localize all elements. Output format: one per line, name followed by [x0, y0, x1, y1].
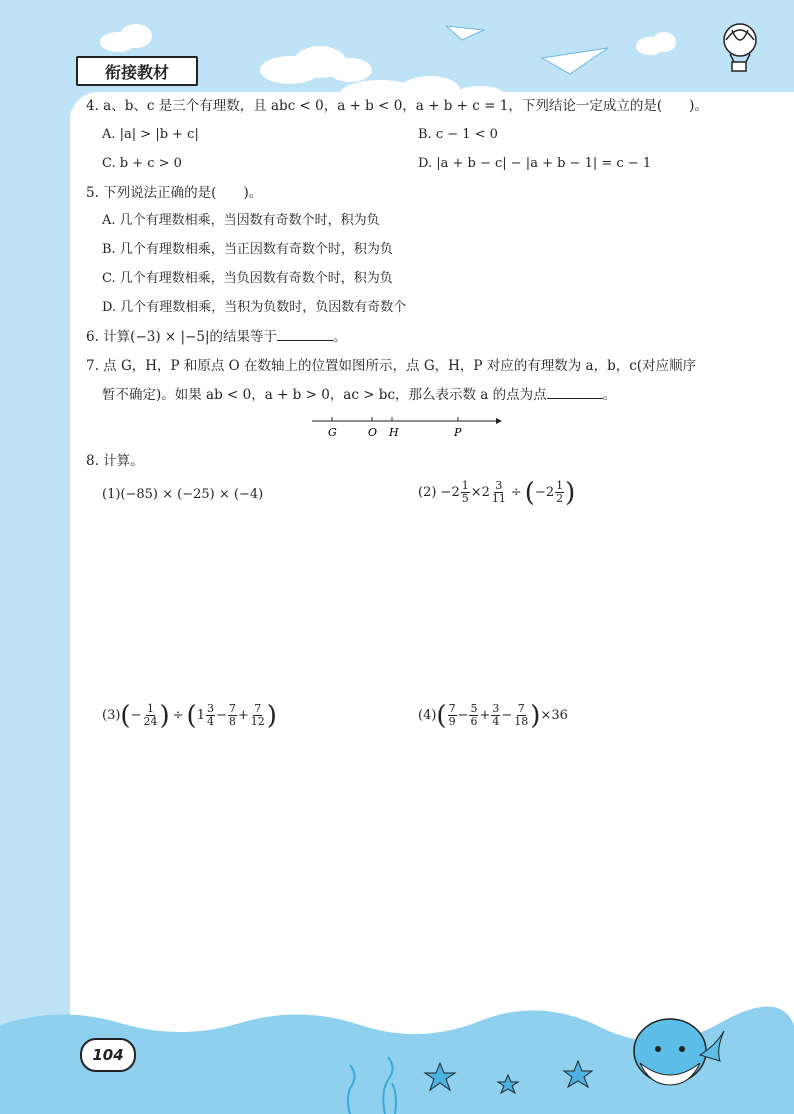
- axis-label-o: O: [368, 426, 378, 439]
- operator: +: [479, 708, 491, 723]
- question-7-end: 。: [602, 387, 617, 403]
- question-4-option-a: A. |a| > |b + c|: [102, 127, 199, 142]
- numerator: 3: [492, 702, 500, 715]
- question-7-line-2: [102, 386, 616, 404]
- denominator: 6: [470, 715, 478, 728]
- question-4-option-c: C. b + c > 0: [102, 156, 182, 171]
- question-6-end: 。: [333, 329, 347, 345]
- cloud-icon: [260, 46, 372, 84]
- question-5-option-d: D. 几个有理数相乘，当积为负数时，负因数有奇数个: [102, 300, 407, 315]
- page-number: 104: [80, 1038, 136, 1072]
- denominator: 2: [556, 492, 564, 505]
- fraction: [448, 703, 457, 728]
- operator: −: [501, 708, 513, 723]
- q8-part-4-prefix: (4): [418, 708, 437, 723]
- question-5-option-c: C. 几个有理数相乘，当负因数有奇数个时，积为负: [102, 271, 393, 286]
- operator: +: [237, 708, 249, 723]
- cloud-icon: [100, 24, 152, 52]
- denominator: 12: [250, 715, 265, 728]
- answer-blank[interactable]: [277, 328, 333, 341]
- numerator: 7: [448, 702, 456, 715]
- right-paren: ): [266, 700, 277, 731]
- q8-part-4-tail: ×36: [540, 708, 568, 723]
- left-paren: (: [524, 477, 535, 508]
- denominator: 24: [143, 715, 158, 728]
- question-8-stem: 8. 计算。: [86, 453, 144, 469]
- question-6: [86, 328, 347, 346]
- right-paren: ): [565, 477, 576, 508]
- minus-sign: −: [130, 708, 142, 723]
- right-paren: ): [159, 700, 170, 731]
- question-5-option-b: B. 几个有理数相乘，当正因数有奇数个时，积为负: [102, 242, 393, 257]
- question-4-stem: 4. a、b、c 是三个有理数，且 abc < 0，a + b < 0，a + b + c = 1，下列结论一定成立的是( )。: [86, 98, 708, 114]
- numerator: 7: [517, 702, 525, 715]
- numerator: 1: [556, 479, 564, 492]
- left-paren: (: [186, 700, 197, 731]
- paper-plane-icon: [542, 48, 608, 74]
- question-5-option-a: A. 几个有理数相乘，当因数有奇数个时，积为负: [102, 213, 380, 228]
- fraction: [206, 703, 215, 728]
- q8-part-2: [418, 477, 576, 508]
- number-line-arrow: [496, 418, 502, 424]
- question-4-option-b: B. c − 1 < 0: [418, 127, 498, 142]
- denominator: 5: [461, 492, 469, 505]
- q8-part-3-prefix: (3): [102, 708, 121, 723]
- number-line-figure: [310, 412, 510, 440]
- question-7-line-1: 7. 点 G，H，P 和原点 O 在数轴上的位置如图所示，点 G，H，P 对应的有理数为 a，b，c(对应顺序: [86, 358, 697, 374]
- numerator: 1: [461, 479, 469, 492]
- cloud-icon: [636, 32, 676, 55]
- fraction: [555, 480, 564, 505]
- question-5-stem: 5. 下列说法正确的是( )。: [86, 185, 263, 201]
- numerator: 5: [470, 702, 478, 715]
- operator: ÷: [172, 708, 184, 723]
- q8-part-1: [102, 487, 263, 502]
- answer-blank[interactable]: [547, 386, 603, 399]
- numerator: 3: [495, 479, 503, 492]
- q8-part-2-prefix: (2) −2: [418, 485, 460, 500]
- numerator: 1: [146, 702, 154, 715]
- operator: −: [457, 708, 469, 723]
- question-6-stem: 6. 计算(−3) × |−5|的结果等于: [86, 329, 277, 345]
- left-paren: (: [436, 700, 447, 731]
- operator: ÷: [510, 485, 522, 500]
- operator: ×2: [470, 485, 490, 500]
- paper-plane-icon: [446, 26, 484, 40]
- axis-label-g: G: [328, 426, 337, 439]
- fraction: [142, 703, 158, 728]
- denominator: 4: [492, 715, 500, 728]
- fraction: [469, 703, 478, 728]
- mixed-number-whole: −2: [534, 485, 555, 500]
- numerator: 7: [254, 702, 262, 715]
- denominator: 4: [206, 715, 214, 728]
- section-title: 衔接教材: [76, 56, 198, 86]
- mixed-number-whole: 1: [196, 708, 205, 723]
- left-paren: (: [120, 700, 131, 731]
- hot-air-balloon-icon: [724, 24, 756, 71]
- right-paren: ): [530, 700, 541, 731]
- fraction: [513, 703, 529, 728]
- denominator: 8: [228, 715, 236, 728]
- operator: −: [215, 708, 227, 723]
- numerator: 7: [228, 702, 236, 715]
- fraction: [228, 703, 237, 728]
- axis-label-h: H: [389, 426, 399, 439]
- axis-label-p: P: [454, 426, 462, 439]
- fraction: [491, 480, 507, 505]
- denominator: 18: [514, 715, 529, 728]
- question-4-option-d: D. |a + b − c| − |a + b − 1| = c − 1: [418, 156, 652, 171]
- q8-part-3: [102, 700, 277, 731]
- denominator: 11: [491, 492, 506, 505]
- fraction: [461, 480, 470, 505]
- numerator: 3: [206, 702, 214, 715]
- q8-part-4: [418, 700, 568, 731]
- q8-part-1-expr: (1)(−85) × (−25) × (−4): [102, 487, 264, 502]
- question-7-line-2-text: 暂不确定)。如果 ab < 0，a + b > 0，ac > bc，那么表示数 a 的点为点: [102, 387, 547, 403]
- fraction: [491, 703, 500, 728]
- denominator: 9: [448, 715, 456, 728]
- fraction: [250, 703, 266, 728]
- content-sheet: [70, 92, 794, 1042]
